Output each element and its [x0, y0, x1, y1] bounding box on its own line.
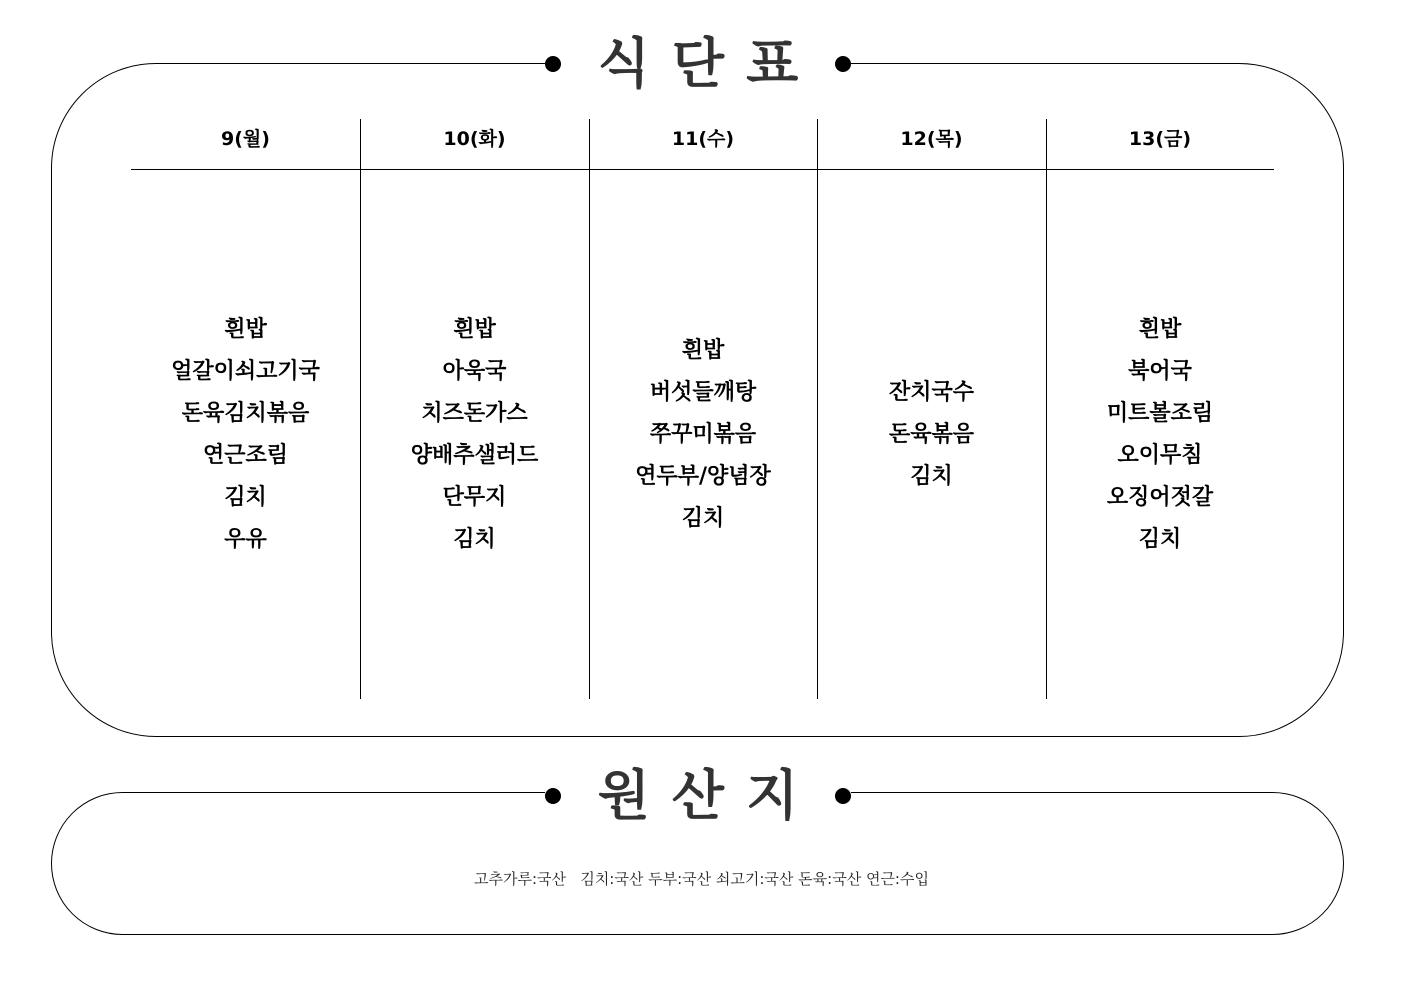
dish-item: 흰밥	[453, 316, 496, 342]
dish-item: 오징어젓갈	[1106, 484, 1214, 510]
dish-item: 연근조림	[202, 442, 288, 468]
dish-item: 김치	[910, 463, 953, 489]
origin-info: 고추가루:국산 김치:국산 두부:국산 쇠고기:국산 돈육:국산 연근:수입	[474, 870, 929, 888]
day-column-fri	[1046, 119, 1274, 699]
dish-item: 잔치국수	[888, 379, 974, 405]
menu-title-bar	[545, 34, 851, 94]
day-header: 9(월)	[221, 128, 270, 150]
title-dot-left	[545, 56, 561, 72]
origin-title-bar	[545, 766, 851, 826]
day-column-thu	[817, 119, 1046, 699]
dish-list	[589, 170, 817, 699]
dish-item: 오이무침	[1117, 442, 1203, 468]
dish-list	[1046, 170, 1274, 699]
dish-list	[817, 170, 1046, 699]
dish-item: 돈육김치볶음	[181, 400, 310, 426]
day-column-mon	[131, 119, 360, 699]
dish-item: 흰밥	[224, 316, 267, 342]
dish-item: 얼갈이쇠고기국	[171, 358, 320, 384]
dish-item: 양배추샐러드	[410, 442, 539, 468]
dish-item: 흰밥	[681, 337, 725, 363]
title-dot-left	[545, 788, 561, 804]
day-header: 13(금)	[1128, 128, 1192, 150]
dish-item: 단무지	[442, 484, 507, 510]
menu-title: 식단표	[597, 32, 821, 95]
day-column-tue	[360, 119, 589, 699]
day-header: 12(목)	[900, 128, 963, 150]
title-dot-right	[835, 56, 851, 72]
dish-item: 김치	[681, 505, 725, 531]
day-header: 10(화)	[443, 128, 506, 150]
day-column-wed	[589, 119, 817, 699]
dish-item: 치즈돈가스	[421, 400, 528, 426]
dish-item: 아욱국	[442, 358, 507, 384]
dish-item: 미트볼조림	[1106, 400, 1214, 426]
dish-item: 김치	[224, 484, 267, 510]
origin-title: 원산지	[597, 764, 821, 827]
dish-list	[131, 170, 360, 699]
dish-item: 우유	[224, 526, 267, 552]
dish-item: 쭈꾸미볶음	[649, 421, 757, 447]
dish-item: 연두부/양념장	[635, 463, 771, 489]
menu-table	[131, 119, 1274, 699]
title-dot-right	[835, 788, 851, 804]
dish-item: 김치	[1138, 526, 1182, 552]
dish-item: 돈육볶음	[888, 421, 974, 447]
dish-item: 북어국	[1128, 358, 1192, 384]
dish-item: 흰밥	[1138, 316, 1182, 342]
dish-item: 버섯들깨탕	[649, 379, 757, 405]
dish-list	[360, 170, 589, 699]
dish-item: 김치	[453, 526, 496, 552]
day-header: 11(수)	[671, 128, 735, 150]
